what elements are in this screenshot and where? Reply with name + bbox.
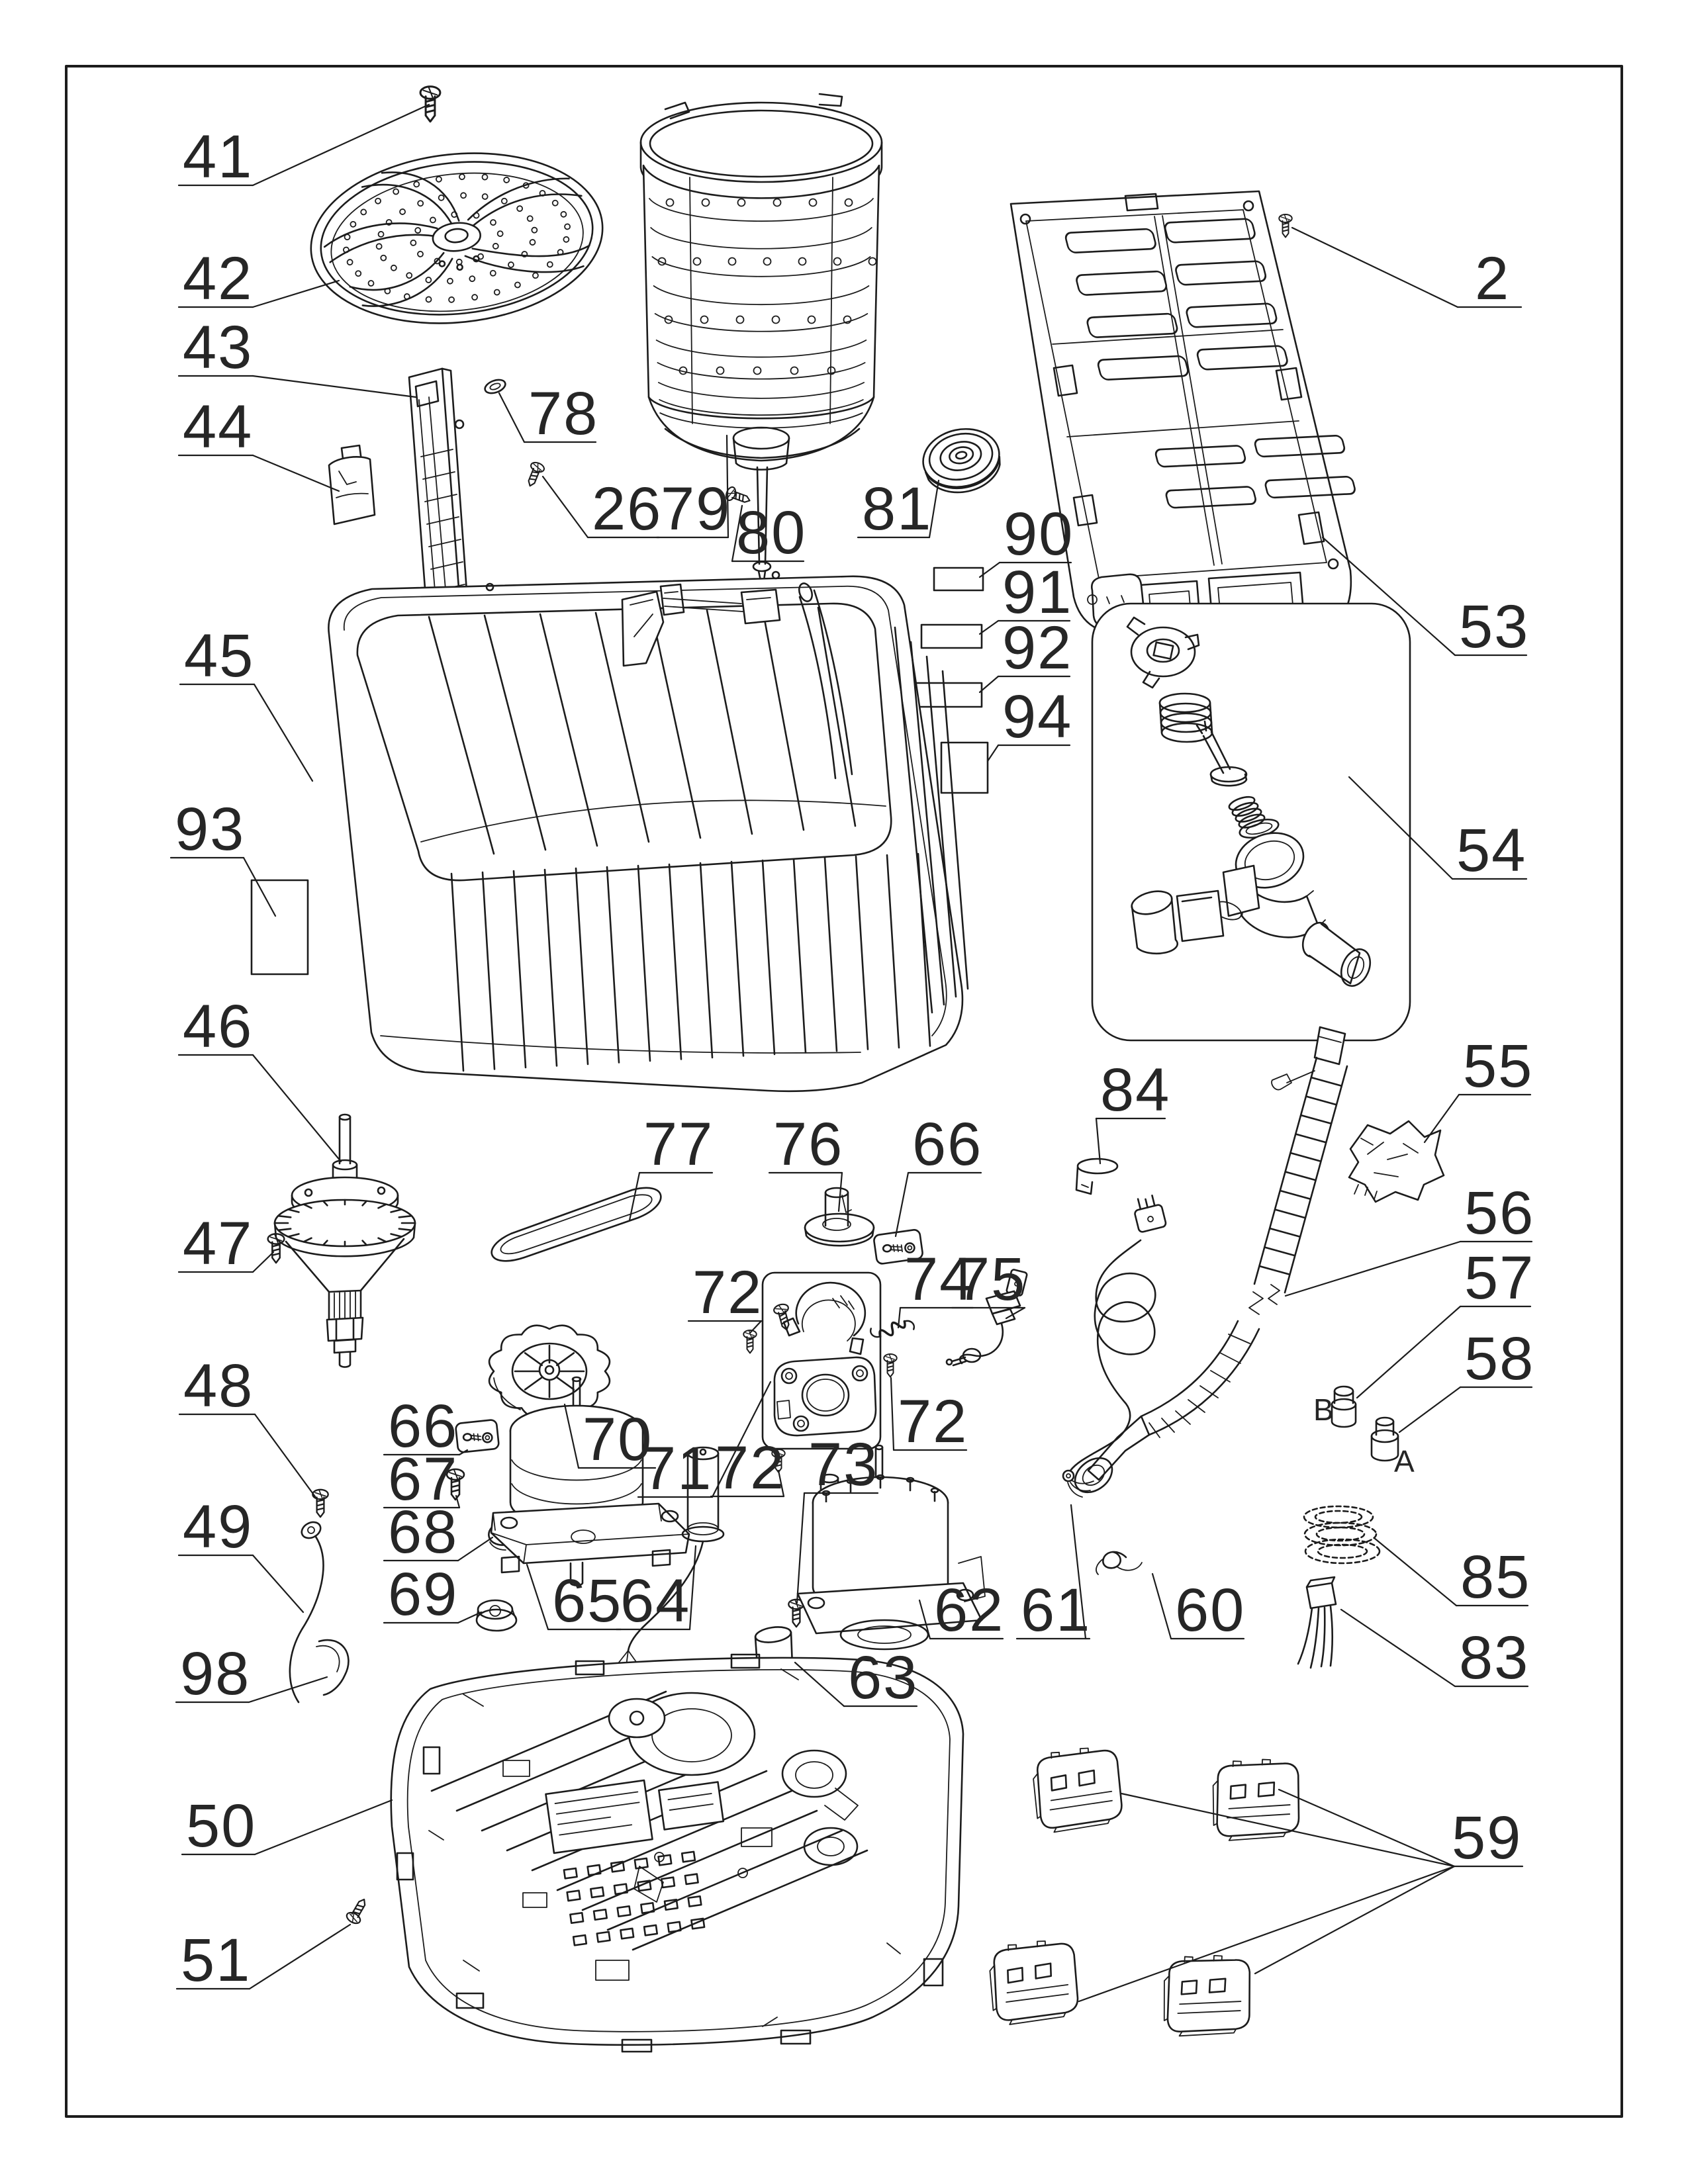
- callout-50: [182, 1792, 392, 1860]
- callout-leader-line: [250, 1925, 350, 1989]
- callout-number: 93: [175, 796, 246, 863]
- part-57-grommet-b: [1332, 1387, 1356, 1427]
- callout-83: [1341, 1610, 1529, 1692]
- callout-51: [177, 1925, 350, 1994]
- callout-leader-line: [1341, 1610, 1455, 1686]
- callout-94: [988, 683, 1072, 761]
- callout-number: 64: [620, 1567, 691, 1635]
- part-90-label: [934, 568, 983, 590]
- callout-number: 84: [1100, 1056, 1171, 1124]
- callout-leader-line: [527, 1565, 548, 1629]
- callout-number: 81: [862, 475, 933, 543]
- part-72-screw-1: [743, 1330, 757, 1353]
- callout-leader-line: [690, 1546, 696, 1629]
- callout-58: [1399, 1325, 1534, 1432]
- callout-number: 70: [583, 1406, 653, 1473]
- callout-number: 90: [1004, 500, 1074, 568]
- callout-number: 98: [180, 1640, 251, 1707]
- callout-number: 78: [528, 380, 599, 447]
- callout-2: [1292, 228, 1521, 312]
- callout-number: 2: [1475, 245, 1511, 312]
- part-72-screw-3: [884, 1354, 897, 1377]
- callout-number: 91: [1002, 559, 1073, 626]
- callout-leader-line: [898, 1308, 900, 1328]
- callout-59: [1079, 1790, 1523, 2001]
- callout-leader-line: [988, 745, 998, 761]
- callout-46: [179, 993, 341, 1161]
- callout-leader-line: [255, 1800, 392, 1854]
- callout-number: 79: [661, 475, 731, 543]
- callout-number: 51: [181, 1927, 252, 1994]
- callout-leader-line: [1425, 1095, 1459, 1142]
- part-60-wire-tie: [1096, 1552, 1142, 1574]
- part-78-o-ring: [483, 377, 507, 396]
- callout-number: 43: [183, 314, 254, 381]
- callout-number: 69: [388, 1561, 459, 1628]
- callout-number: 61: [1021, 1576, 1092, 1644]
- callout-49: [179, 1493, 303, 1612]
- callout-number: 94: [1002, 683, 1073, 751]
- part-66-hardware-kit-left: [455, 1420, 499, 1453]
- callout-number: 67: [388, 1445, 459, 1513]
- callout-number: 72: [692, 1259, 763, 1326]
- callout-80: [732, 499, 806, 567]
- callout-number: 58: [1464, 1325, 1535, 1392]
- callout-number: 60: [1175, 1576, 1246, 1644]
- callout-leader-line: [249, 1677, 327, 1702]
- callout-number: 54: [1456, 817, 1527, 884]
- callout-leader-line: [1374, 1538, 1456, 1606]
- callout-69: [384, 1561, 481, 1628]
- callout-75: [952, 1246, 1026, 1318]
- callout-number: 74: [904, 1246, 975, 1313]
- part-98-tube: [316, 1640, 348, 1695]
- part-51-screw: [345, 1896, 371, 1926]
- callout-85: [1374, 1538, 1530, 1611]
- callout-leader-line: [499, 393, 524, 442]
- callout-26: [543, 475, 662, 543]
- part-69-isolator: [477, 1600, 516, 1631]
- part-42-pulsator: [303, 140, 611, 338]
- callout-leader-line: [891, 1378, 894, 1450]
- part-49-ground-wire: [290, 1519, 324, 1702]
- callout-leader-line: [253, 376, 416, 397]
- callout-61: [1017, 1505, 1091, 1644]
- callout-84: [1096, 1056, 1170, 1163]
- callout-number: 80: [736, 499, 807, 567]
- callout-leader-line: [254, 684, 312, 781]
- callout-72: [688, 1259, 763, 1333]
- part-85-seal-rings: [1304, 1506, 1380, 1563]
- callout-leader-line: [255, 1414, 316, 1498]
- callout-number: 77: [643, 1111, 714, 1178]
- callout-number: 62: [934, 1576, 1005, 1644]
- part-44-dispenser: [329, 445, 375, 524]
- part-71-brake-kit: [763, 1273, 880, 1449]
- callout-leader-line: [253, 455, 339, 491]
- callout-leader-line: [797, 1493, 804, 1603]
- callout-number: 92: [1002, 614, 1073, 682]
- callout-leader-line: [1079, 1866, 1454, 2001]
- callout-number: 53: [1459, 593, 1530, 660]
- part-46-gearcase: [275, 1115, 415, 1367]
- callout-number: 49: [183, 1493, 254, 1561]
- part-93-label: [252, 880, 308, 974]
- callout-45: [180, 622, 312, 781]
- callout-number: 55: [1463, 1032, 1534, 1100]
- callout-92: [980, 614, 1072, 692]
- callout-leader-line: [253, 281, 339, 307]
- callout-number: 48: [183, 1352, 254, 1420]
- callout-77: [630, 1111, 714, 1220]
- callout-72: [891, 1378, 968, 1455]
- callout-number: 66: [388, 1392, 459, 1460]
- part-77-belt: [492, 1188, 661, 1261]
- callout-number: 75: [956, 1246, 1027, 1313]
- callout-65: [527, 1565, 622, 1635]
- callout-leader-line: [1255, 1866, 1454, 1974]
- part-26-screw: [524, 461, 545, 488]
- callout-number: 45: [184, 622, 255, 690]
- callout-number: 85: [1460, 1543, 1531, 1611]
- callout-number: 63: [848, 1644, 919, 1711]
- part-2-screw: [1279, 214, 1292, 238]
- callout-leader-line: [543, 477, 588, 537]
- part-54-drain-valve-kit: [1092, 604, 1410, 1040]
- part-59-damper-pads: [989, 1747, 1301, 2040]
- callout-98: [176, 1640, 327, 1707]
- parts-layer: [252, 87, 1444, 2052]
- part-41-screw: [420, 87, 440, 122]
- callout-93: [171, 796, 275, 916]
- part-91-label: [921, 625, 982, 648]
- callout-number: 46: [183, 993, 254, 1060]
- callout-number: 41: [183, 123, 254, 191]
- callout-number: 68: [388, 1498, 459, 1566]
- callout-leader-line: [253, 1055, 341, 1161]
- callout-66: [896, 1111, 982, 1236]
- part-55-literature: [1349, 1121, 1444, 1202]
- callout-81: [858, 475, 939, 543]
- callout-leader-line: [1286, 1242, 1460, 1296]
- part-70-cam-wheel: [489, 1326, 610, 1418]
- callout-number: 47: [183, 1210, 254, 1277]
- callout-leader-line: [896, 1173, 908, 1236]
- callout-leader-line: [1096, 1118, 1100, 1163]
- callout-number: 73: [808, 1431, 879, 1498]
- callout-55: [1425, 1032, 1533, 1142]
- callout-number: 57: [1464, 1244, 1535, 1312]
- part-83-connector: [1298, 1577, 1336, 1668]
- callout-number: 72: [715, 1434, 786, 1502]
- callout-68: [384, 1498, 492, 1566]
- part-48-screw: [312, 1490, 328, 1517]
- callout-leader-line: [244, 858, 275, 916]
- callout-number: 56: [1464, 1179, 1535, 1247]
- callout-number: 59: [1452, 1804, 1523, 1872]
- callout-leader-line: [1399, 1387, 1460, 1432]
- callout-leader-line: [1357, 1306, 1460, 1398]
- callout-leader-line: [458, 1537, 492, 1561]
- callout-leader-line: [253, 1252, 273, 1272]
- callout-64: [616, 1546, 696, 1635]
- callout-78: [499, 380, 598, 447]
- callout-leader-line: [1152, 1574, 1171, 1639]
- callout-number: 83: [1459, 1624, 1530, 1692]
- position-letter: B: [1313, 1392, 1334, 1427]
- callout-number: 50: [186, 1792, 257, 1860]
- callout-60: [1152, 1574, 1245, 1644]
- callout-number: 71: [642, 1435, 713, 1502]
- callout-number: 72: [898, 1388, 968, 1455]
- part-50-base: [391, 1655, 963, 2052]
- part-84-clip: [1076, 1159, 1117, 1194]
- callout-number: 76: [773, 1111, 844, 1178]
- callout-43: [179, 314, 416, 397]
- callout-leader-line: [1279, 1790, 1454, 1866]
- callout-leader-line: [839, 1173, 842, 1211]
- position-letter: A: [1394, 1444, 1415, 1479]
- callout-leader-line: [253, 1555, 303, 1612]
- callout-47: [179, 1210, 273, 1277]
- callout-number: 65: [552, 1567, 623, 1635]
- callout-number: 26: [592, 475, 663, 543]
- callout-48: [179, 1352, 316, 1498]
- callout-leader-line: [1292, 228, 1458, 307]
- letter-layer: [1313, 1392, 1415, 1479]
- callout-number: 66: [912, 1111, 983, 1178]
- callout-44: [179, 393, 339, 491]
- callout-72: [711, 1434, 785, 1502]
- part-45-outer-tub: [328, 572, 968, 1091]
- callout-number: 44: [183, 393, 254, 461]
- part-47-bolt: [268, 1234, 285, 1263]
- callout-number: 42: [183, 245, 254, 312]
